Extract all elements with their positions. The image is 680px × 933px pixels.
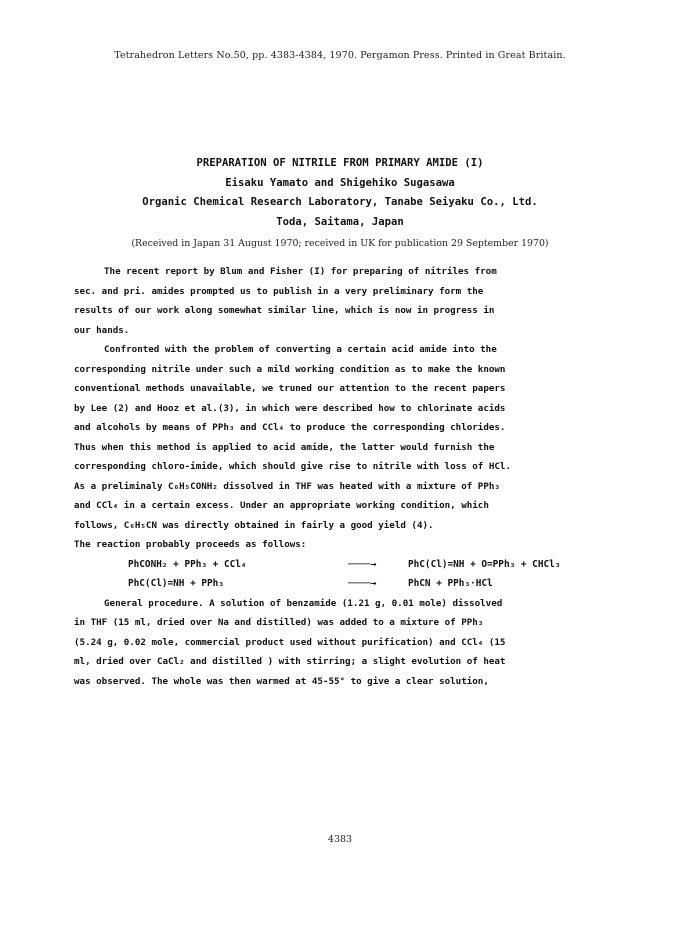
text-line: The reaction probably proceeds as follows:	[74, 539, 307, 550]
text-line: The recent report by Blum and Fisher (I) for preparing of nitriles from	[104, 266, 497, 277]
equation-products: PhCN + PPh₃·HCl	[408, 578, 493, 589]
text-line: corresponding chloro-imide, which should give rise to nitrile with loss of HCl.	[74, 461, 511, 472]
page-number: 4383	[327, 834, 353, 845]
article-body	[74, 262, 614, 691]
text-line: As a preliminaly C₆H₅CONH₂ dissolved in THF was heated with a mixture of PPh₃	[74, 480, 500, 492]
equation-reactants: PhC(Cl)=NH + PPh₃	[128, 578, 224, 589]
received-dates: (Received in Japan 31 August 1970; received in UK for publication 29 September 1970)	[131, 238, 549, 249]
reaction-arrow: ────→	[348, 578, 377, 589]
equation-products: PhC(Cl)=NH + O=PPh₃ + CHCl₃	[408, 558, 561, 570]
text-line: corresponding nitrile under such a mild working condition as to make the known	[74, 363, 506, 375]
reaction-equation	[74, 574, 614, 594]
text-line: our hands.	[74, 324, 130, 336]
title-block	[0, 154, 680, 232]
text-line: and alcohols by means of PPh₃ and CCl₄ to produce the corresponding chlorides.	[74, 422, 506, 433]
reaction-arrow: ────→	[348, 558, 377, 570]
paper-title: PREPARATION OF NITRILE FROM PRIMARY AMIDE (I)	[196, 157, 484, 169]
text-line: Thus when this method is applied to acid amide, the latter would furnish the	[74, 441, 495, 453]
text-line: Confronted with the problem of converting a certain acid amide into the	[104, 344, 497, 355]
text-line: follows, C₆H₅CN was directly obtained in fairly a good yield (4).	[74, 519, 434, 531]
text-line: results of our work along somewhat similar line, which is now in progress in	[74, 305, 495, 316]
text-line: (5.24 g, 0.02 mole, commercial product used without purification) and CCl₄ (15	[74, 636, 506, 648]
text-line: by Lee (2) and Hooz et al.(3), in which were described how to chlorinate acids	[74, 402, 506, 414]
equation-reactants: PhCONH₂ + PPh₃ + CCl₄	[128, 558, 247, 570]
reaction-equation	[74, 555, 614, 575]
text-line: sec. and pri. amides prompted us to publish in a very preliminary form the	[74, 285, 484, 297]
location: Toda, Saitama, Japan	[276, 215, 404, 228]
text-line: was observed. The whole was then warmed at 45-55° to give a clear solution,	[74, 675, 489, 687]
text-line: conventional methods unavailable, we truned our attention to the recent papers	[74, 383, 506, 394]
text-line: ml, dried over CaCl₂ and distilled ) with stirring; a slight evolution of heat	[74, 656, 506, 667]
text-line: and CCl₄ in a certain excess. Under an appropriate working condition, which	[74, 500, 489, 511]
text-line: in THF (15 ml, dried over Na and distilled) was added to a mixture of PPh₃	[74, 617, 484, 628]
text-line: General procedure. A solution of benzamide (1.21 g, 0.01 mole) dissolved	[104, 597, 503, 609]
journal-header: Tetrahedron Letters No.50, pp. 4383-4384, 1970. Pergamon Press. Printed in Great Britain.	[114, 50, 566, 61]
affiliation: Organic Chemical Research Laboratory, Tanabe Seiyaku Co., Ltd.	[142, 196, 538, 208]
authors: Eisaku Yamato and Shigehiko Sugasawa	[225, 176, 455, 189]
